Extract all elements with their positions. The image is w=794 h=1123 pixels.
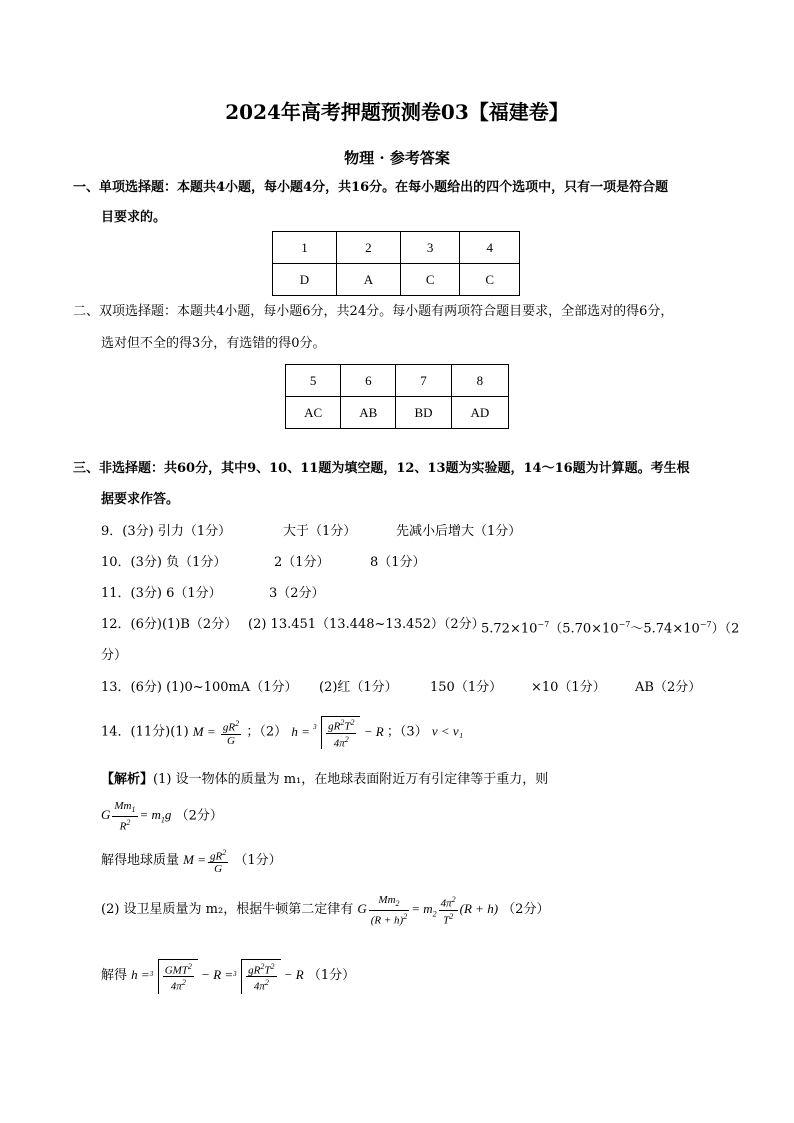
section3-heading: 三、非选择题：共60分，其中9、10、11题为填空题，12、13题为实验题，14～16题为计算题。考生根 <box>73 461 690 476</box>
answer-table-double-choice <box>285 364 509 429</box>
table-cell: C <box>460 264 520 296</box>
table-cell: 8 <box>451 365 508 397</box>
analysis-line-4: 解得 h = 3 $\frac{GMT^2}{4\pi^2}$ − R = 3 $\frac{gR^2T^2}{4\pi^2}$ − R （1分） <box>101 958 355 994</box>
table-row <box>273 264 520 296</box>
table-cell: 7 <box>396 365 451 397</box>
q12-answer-1: 12．(6分)(1)B（2分） <box>101 617 238 632</box>
section1-heading: 一、单项选择题：本题共4小题，每小题4分，共16分。在每小题给出的四个选项中，只有一项是符合题 <box>73 180 669 195</box>
table-cell: 3 <box>400 232 460 264</box>
q12-answer-2: (2) 13.451（13.448~13.452）（2分） <box>248 617 485 632</box>
table-cell: AB <box>341 397 396 429</box>
q13-answer-2: (2)红（1分） <box>319 680 398 695</box>
table-cell: 6 <box>341 365 396 397</box>
q9-answer-1: 9．(3分) 引力（1分） <box>101 524 232 539</box>
page-title: 2024年高考押题预测卷03【福建卷】 <box>225 100 569 124</box>
table-cell: 2 <box>336 232 400 264</box>
analysis-line-1: 【解析】(1) 设一物体的质量为 m₁，在地球表面附近万有引定律等于重力，则 <box>101 772 549 787</box>
q14-answer: 14．(11分)(1) M = $\frac{gR^2}{G}$ ；（2） h = 3 $\frac{gR^2T^2}{4\pi^2}$ − R ；（3） v < v₁ <box>101 718 464 750</box>
formula-speed-relation: v < v₁ <box>431 723 464 739</box>
formula-orbit-height: h = 3 $\frac{gR^2T^2}{4\pi^2}$ − R <box>291 718 387 750</box>
answer-table-single-choice <box>272 231 520 296</box>
analysis-line-2: 解得地球质量 M = $\frac{gR^2}{G}$ （1分） <box>101 847 282 876</box>
q11-answer-1: 11．(3分) 6（1分） <box>101 586 222 601</box>
table-row <box>273 232 520 264</box>
q10-answer-3: 8（1分） <box>370 555 426 570</box>
section3-heading-cont: 据要求作答。 <box>101 492 180 507</box>
q13-answer-4: ×10（1分） <box>531 680 606 695</box>
table-cell: 4 <box>460 232 520 264</box>
section2-heading: 二、双项选择题：本题共4小题，每小题6分，共24分。每小题有两项符合题目要求，全部选对的得6分， <box>73 304 674 319</box>
table-cell: A <box>336 264 400 296</box>
formula-earth-mass: M = $\frac{gR^2}{G}$ <box>192 719 240 747</box>
q13-answer-1: 13．(6分) (1)0~100mA（1分） <box>101 680 298 695</box>
q13-answer-3: 150（1分） <box>430 680 503 695</box>
analysis-equation-1: G $\frac{Mm_1}{R^2}$ = $m_1g$ （2分） <box>101 800 223 833</box>
page-subtitle: 物理 · 参考答案 <box>344 149 450 167</box>
table-cell: D <box>273 264 337 296</box>
table-cell: 5 <box>286 365 341 397</box>
q11-answer-2: 3（2分） <box>269 586 325 601</box>
table-cell: C <box>400 264 460 296</box>
q9-answer-3: 先减小后增大（1分） <box>396 524 522 539</box>
q9-answer-2: 大于（1分） <box>283 524 357 539</box>
q12-answer-3: $5.72\times 10^{-7}(5.70\times 10^{-7}\sim 5.74\times 10^{-7})(2$ <box>481 620 740 637</box>
table-row <box>286 365 509 397</box>
table-cell: BD <box>396 397 451 429</box>
table-cell: AD <box>451 397 508 429</box>
q10-answer-2: 2（1分） <box>274 555 330 570</box>
analysis-line-3: (2) 设卫星质量为 m₂，根据牛顿第二定律有 G $\frac{Mm_2}{(R + h)^2}$ = $m_2$ $\frac{4\pi^2}{T^2}$ (R + h) （2分） <box>101 893 550 927</box>
section1-heading-cont: 目要求的。 <box>101 210 167 225</box>
q10-answer-1: 10．(3分) 负（1分） <box>101 555 227 570</box>
q12-answer-tail: 分） <box>101 648 128 663</box>
table-cell: 1 <box>273 232 337 264</box>
section2-heading-cont: 选对但不全的得3分，有选错的得0分。 <box>101 336 326 351</box>
table-row <box>286 397 509 429</box>
q13-answer-5: AB（2分） <box>635 680 702 695</box>
table-cell: AC <box>286 397 341 429</box>
